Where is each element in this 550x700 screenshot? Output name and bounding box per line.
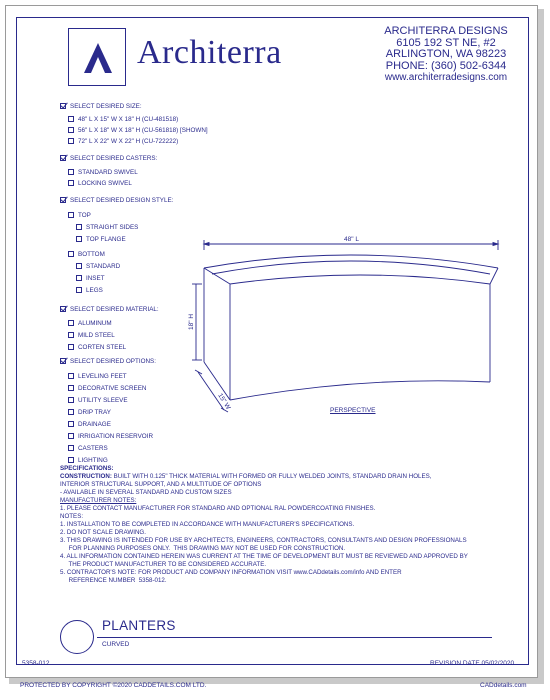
checkbox-icon[interactable]	[68, 397, 74, 403]
style-bottom: BOTTOM	[68, 250, 105, 259]
logo-a-mark-icon	[69, 29, 127, 87]
checkbox-icon[interactable]	[76, 275, 82, 281]
drawing-title: PLANTERS	[102, 618, 176, 633]
style-top: TOP	[68, 211, 91, 220]
architerra-logo-icon	[68, 28, 126, 86]
options-item: DRIP TRAY	[68, 408, 111, 417]
checked-box-icon[interactable]	[60, 306, 66, 312]
company-address1: 6105 192 ST NE, #2	[396, 36, 496, 49]
checkbox-icon[interactable]	[76, 236, 82, 242]
note: 4. ALL INFORMATION CONTAINED HEREIN WAS CURRENT AT THE TIME OF DEVELOPMENT BUT MUST BE REVIEWED AND APPROVED BY	[60, 553, 468, 560]
options-header: SELECT DESIRED OPTIONS:	[60, 357, 156, 366]
options-item: LIGHTING	[68, 456, 108, 465]
specifications-block	[60, 465, 530, 585]
style-bottom-item: INSET	[76, 274, 105, 283]
options-item: CASTERS	[68, 444, 108, 453]
copyright-notice: PROTECTED BY COPYRIGHT ©2020 CADDETAILS.COM LTD.	[20, 682, 207, 689]
note: THE PRODUCT MANUFACTURER TO BE CONSIDERED ACCURATE.	[60, 561, 267, 568]
checked-box-icon[interactable]	[60, 155, 66, 161]
checkbox-icon[interactable]	[68, 169, 74, 175]
checkbox-icon[interactable]	[68, 385, 74, 391]
casters-item: LOCKING SWIVEL	[68, 179, 132, 188]
site-link[interactable]: CADdetails.com	[480, 682, 527, 689]
mfr-note: 1. PLEASE CONTACT MANUFACTURER FOR STANDARD AND OPTIONAL RAL POWDERCOATING FINISHES.	[60, 505, 376, 512]
checkbox-icon[interactable]	[76, 263, 82, 269]
checkbox-icon[interactable]	[68, 138, 74, 144]
size-item: 56" L X 18" W X 18" H (CU-561818) [SHOWN]	[68, 126, 208, 135]
height-dimension-label: 18" H	[188, 313, 195, 330]
options-item: LEVELING FEET	[68, 372, 127, 381]
checkbox-icon[interactable]	[68, 344, 74, 350]
checkbox-icon[interactable]	[68, 116, 74, 122]
style-top-item: STRAIGHT SIDES	[76, 223, 138, 232]
construction-line: CONSTRUCTION: BUILT WITH 0.125" THICK MATERIAL WITH FORMED OR FULLY WELDED JOINTS, STANDARD DRAIN HOLES,	[60, 473, 432, 480]
checkbox-icon[interactable]	[68, 127, 74, 133]
checked-box-icon[interactable]	[60, 103, 66, 109]
checkbox-icon[interactable]	[68, 433, 74, 439]
checkbox-icon[interactable]	[68, 251, 74, 257]
checkbox-icon[interactable]	[76, 287, 82, 293]
size-item: 72" L X 22" W X 22" H (CU-722222)	[68, 137, 178, 146]
planter-perspective-drawing	[190, 232, 510, 422]
style-top-item: TOP FLANGE	[76, 235, 126, 244]
checkbox-icon[interactable]	[68, 212, 74, 218]
reference-number: 5358-012	[22, 660, 50, 667]
material-item: CORTEN STEEL	[68, 343, 126, 352]
company-info	[376, 26, 516, 84]
spec-header: SPECIFICATIONS:	[60, 465, 114, 472]
checkbox-icon[interactable]	[68, 320, 74, 326]
checkbox-icon[interactable]	[76, 224, 82, 230]
company-website[interactable]: www.architerradesigns.com	[384, 72, 508, 83]
material-item: ALUMINUM	[68, 319, 112, 328]
title-circle-icon	[60, 620, 94, 654]
checkbox-icon[interactable]	[68, 445, 74, 451]
note: 2. DO NOT SCALE DRAWING.	[60, 529, 146, 536]
options-item: IRRIGATION RESERVOIR	[68, 432, 153, 441]
note: 3. THIS DRAWING IS INTENDED FOR USE BY ARCHITECTS, ENGINEERS, CONTRACTORS, CONSULTANTS AND DESIGN PROFESSIONALS	[60, 537, 467, 544]
note: FOR PLANNING PURPOSES ONLY. THIS DRAWING MAY NOT BE USED FOR CONSTRUCTION.	[60, 545, 346, 552]
size-header: SELECT DESIRED SIZE:	[60, 102, 142, 111]
style-header: SELECT DESIRED DESIGN STYLE:	[60, 196, 173, 205]
material-item: MILD STEEL	[68, 331, 115, 340]
checkbox-icon[interactable]	[68, 373, 74, 379]
revision-date: REVISION DATE 05/02/2020	[430, 660, 515, 667]
view-label: PERSPECTIVE	[330, 407, 376, 414]
company-phone: PHONE: (360) 502-6344	[385, 59, 507, 72]
options-item: DRAINAGE	[68, 420, 111, 429]
length-dimension-label: 48" L	[344, 236, 359, 243]
note: REFERENCE NUMBER 5358-012.	[60, 577, 167, 584]
options-item: UTILITY SLEEVE	[68, 396, 128, 405]
title-underline	[97, 637, 492, 638]
style-bottom-item: LEGS	[76, 286, 103, 295]
casters-header: SELECT DESIRED CASTERS:	[60, 154, 157, 163]
checkbox-icon[interactable]	[68, 457, 74, 463]
notes-header: NOTES:	[60, 513, 84, 520]
checkbox-icon[interactable]	[68, 421, 74, 427]
note: 1. INSTALLATION TO BE COMPLETED IN ACCORDANCE WITH MANUFACTURER'S SPECIFICATIONS.	[60, 521, 355, 528]
checkbox-icon[interactable]	[68, 409, 74, 415]
company-name: ARCHITERRA DESIGNS	[384, 25, 508, 37]
checkbox-icon[interactable]	[68, 180, 74, 186]
checked-box-icon[interactable]	[60, 197, 66, 203]
material-header: SELECT DESIRED MATERIAL:	[60, 305, 159, 314]
drawing-subtitle: CURVED	[102, 641, 130, 648]
checked-box-icon[interactable]	[60, 358, 66, 364]
style-bottom-item: STANDARD	[76, 262, 120, 271]
checkbox-icon[interactable]	[68, 332, 74, 338]
size-item: 48" L X 15" W X 18" H (CU-481518)	[68, 115, 178, 124]
brand-name: Architerra	[137, 34, 282, 71]
note: 5. CONTRACTOR'S NOTE: FOR PRODUCT AND COMPANY INFORMATION VISIT www.CADdetails.com/info AND ENTER	[60, 569, 402, 576]
company-address2: ARLINGTON, WA 98223	[385, 48, 507, 60]
options-item: DECORATIVE SCREEN	[68, 384, 146, 393]
construction-line3: - AVAILABLE IN SEVERAL STANDARD AND CUSTOM SIZES	[60, 489, 232, 496]
mfr-notes-header: MANUFACTURER NOTES:	[60, 497, 137, 504]
width-dimension-label: 15" W	[216, 392, 232, 411]
casters-item: STANDARD SWIVEL	[68, 168, 138, 177]
construction-line2: INTERIOR STRUCTURAL SUPPORT, AND A MULTITUDE OF OPTIONS	[60, 481, 262, 488]
